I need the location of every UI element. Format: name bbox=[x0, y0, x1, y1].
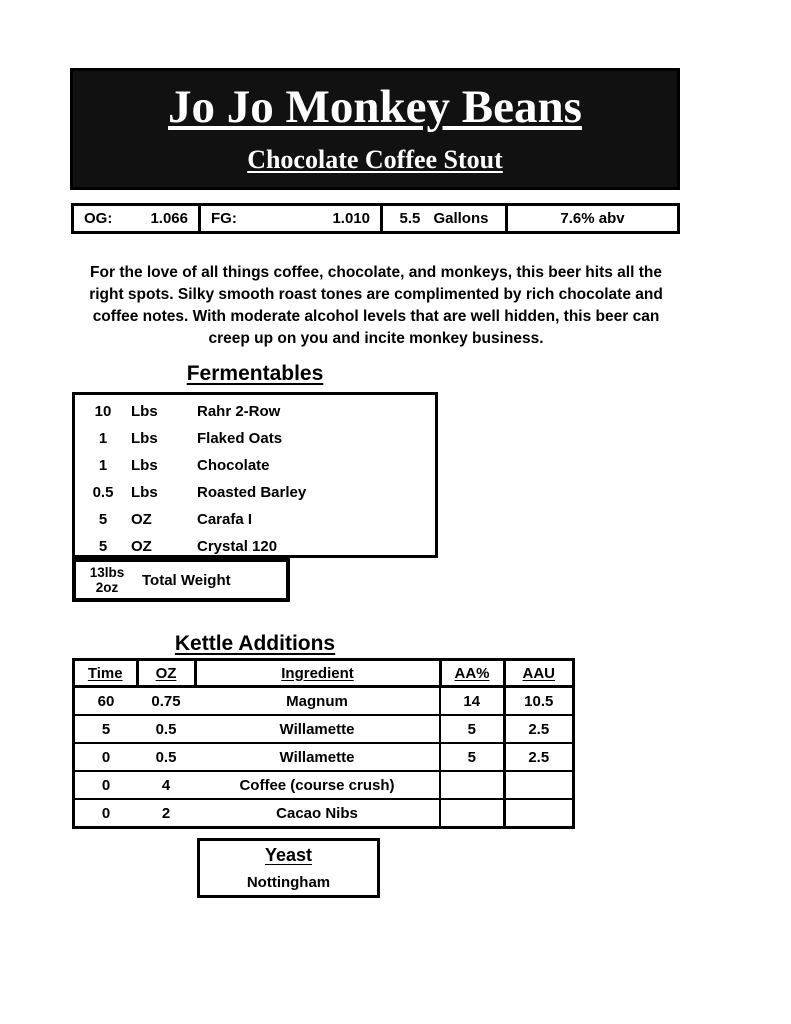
kettle-oz: 0.5 bbox=[137, 743, 195, 771]
kettle-ingredient: Willamette bbox=[195, 743, 440, 771]
kettle-time: 0 bbox=[101, 804, 111, 822]
fermentable-amount: 10 bbox=[94, 403, 112, 420]
volume-value: 5.5 bbox=[399, 210, 421, 227]
column-header-ingredient: Ingredient bbox=[195, 661, 440, 687]
kettle-oz: 4 bbox=[137, 771, 195, 799]
total-weight-label: Total Weight bbox=[142, 571, 231, 589]
fermentable-ingredient: Flaked Oats bbox=[197, 430, 283, 447]
table-row bbox=[75, 743, 572, 771]
yeast-section-title: Yeast bbox=[264, 845, 313, 865]
fermentable-ingredient: Carafa I bbox=[197, 511, 253, 528]
total-weight-box bbox=[72, 558, 290, 602]
kettle-section-title: Kettle Additions bbox=[174, 632, 336, 655]
fermentable-ingredient: Chocolate bbox=[197, 457, 270, 474]
stat-batch-volume bbox=[383, 206, 508, 231]
fg-value: 1.010 bbox=[332, 210, 370, 227]
fermentable-unit: Lbs bbox=[131, 484, 158, 501]
kettle-ingredient: Willamette bbox=[195, 715, 440, 743]
kettle-oz: 0.5 bbox=[137, 715, 195, 743]
kettle-ingredient: Cacao Nibs bbox=[276, 804, 358, 822]
fermentables-section-title: Fermentables bbox=[186, 362, 324, 385]
og-label: OG: bbox=[84, 210, 113, 227]
fermentable-unit: Lbs bbox=[131, 430, 158, 447]
table-header-row bbox=[75, 661, 572, 687]
kettle-aau: 2.5 bbox=[504, 743, 572, 771]
abv-value: 7.6% abv bbox=[560, 210, 625, 227]
yeast-box bbox=[197, 838, 380, 898]
table-row bbox=[75, 533, 435, 560]
stat-original-gravity bbox=[74, 206, 201, 231]
kettle-time: 60 bbox=[75, 687, 137, 716]
fermentable-unit: OZ bbox=[131, 511, 152, 528]
recipe-description: For the love of all things coffee, chocolate, and monkeys, this beer hits all the right spots. Silky smooth roast tones are complimented by rich chocolate and coffee notes. With moderate alcohol levels that are well hidden, this beer can creep up on you and incite monkey business. bbox=[89, 264, 663, 347]
table-row bbox=[75, 506, 435, 533]
kettle-aa-percent bbox=[440, 771, 504, 799]
table-row bbox=[75, 687, 572, 716]
recipe-stats-row bbox=[71, 203, 680, 234]
kettle-ingredient: Magnum bbox=[195, 687, 440, 716]
volume-unit: Gallons bbox=[433, 210, 489, 227]
table-row bbox=[75, 479, 435, 506]
fermentable-ingredient: Roasted Barley bbox=[197, 484, 307, 501]
fermentable-amount: 1 bbox=[98, 430, 108, 447]
stat-abv bbox=[508, 206, 677, 231]
stat-final-gravity bbox=[201, 206, 383, 231]
kettle-ingredient: Coffee (course crush) bbox=[195, 771, 440, 799]
column-header-aau: AAU bbox=[504, 661, 572, 687]
kettle-additions-table bbox=[72, 658, 575, 829]
kettle-oz: 2 bbox=[161, 804, 171, 822]
fermentable-amount: 5 bbox=[98, 538, 108, 555]
kettle-time: 0 bbox=[75, 743, 137, 771]
fermentable-unit: Lbs bbox=[131, 457, 158, 474]
kettle-aau: 2.5 bbox=[504, 715, 572, 743]
kettle-aa-percent bbox=[440, 799, 504, 826]
kettle-time: 5 bbox=[75, 715, 137, 743]
kettle-aau: 10.5 bbox=[504, 687, 572, 716]
table-row bbox=[75, 771, 572, 799]
fermentable-amount: 0.5 bbox=[92, 484, 114, 501]
table-row bbox=[75, 715, 572, 743]
fermentables-table bbox=[72, 392, 438, 558]
recipe-header-banner bbox=[70, 68, 680, 190]
kettle-time: 0 bbox=[75, 771, 137, 799]
total-weight-lbs: 13lbs bbox=[89, 564, 125, 580]
fermentable-amount: 1 bbox=[98, 457, 108, 474]
fermentable-ingredient: Rahr 2-Row bbox=[197, 403, 281, 420]
yeast-strain-name: Nottingham bbox=[246, 874, 331, 891]
total-weight-amount bbox=[76, 565, 138, 595]
total-weight-oz: 2oz bbox=[95, 580, 119, 595]
og-value: 1.066 bbox=[150, 210, 188, 227]
table-row bbox=[75, 425, 435, 452]
fermentable-amount: 5 bbox=[98, 511, 108, 528]
column-header-time: Time bbox=[75, 661, 137, 687]
page-title: Jo Jo Monkey Beans bbox=[168, 81, 582, 134]
kettle-aa-percent: 14 bbox=[440, 687, 504, 716]
fermentable-unit: Lbs bbox=[131, 403, 158, 420]
kettle-aa-percent: 5 bbox=[440, 715, 504, 743]
fermentable-unit: OZ bbox=[131, 538, 152, 555]
kettle-aa-percent: 5 bbox=[440, 743, 504, 771]
fg-label: FG: bbox=[211, 210, 237, 227]
table-row bbox=[75, 398, 435, 425]
kettle-aau bbox=[504, 799, 572, 826]
beer-style-subtitle: Chocolate Coffee Stout bbox=[247, 144, 503, 174]
fermentable-ingredient: Crystal 120 bbox=[197, 538, 278, 555]
table-row bbox=[75, 799, 572, 826]
table-row bbox=[75, 452, 435, 479]
kettle-aau bbox=[504, 771, 572, 799]
kettle-oz: 0.75 bbox=[137, 687, 195, 716]
column-header-aa-percent: AA% bbox=[440, 661, 504, 687]
column-header-oz: OZ bbox=[137, 661, 195, 687]
